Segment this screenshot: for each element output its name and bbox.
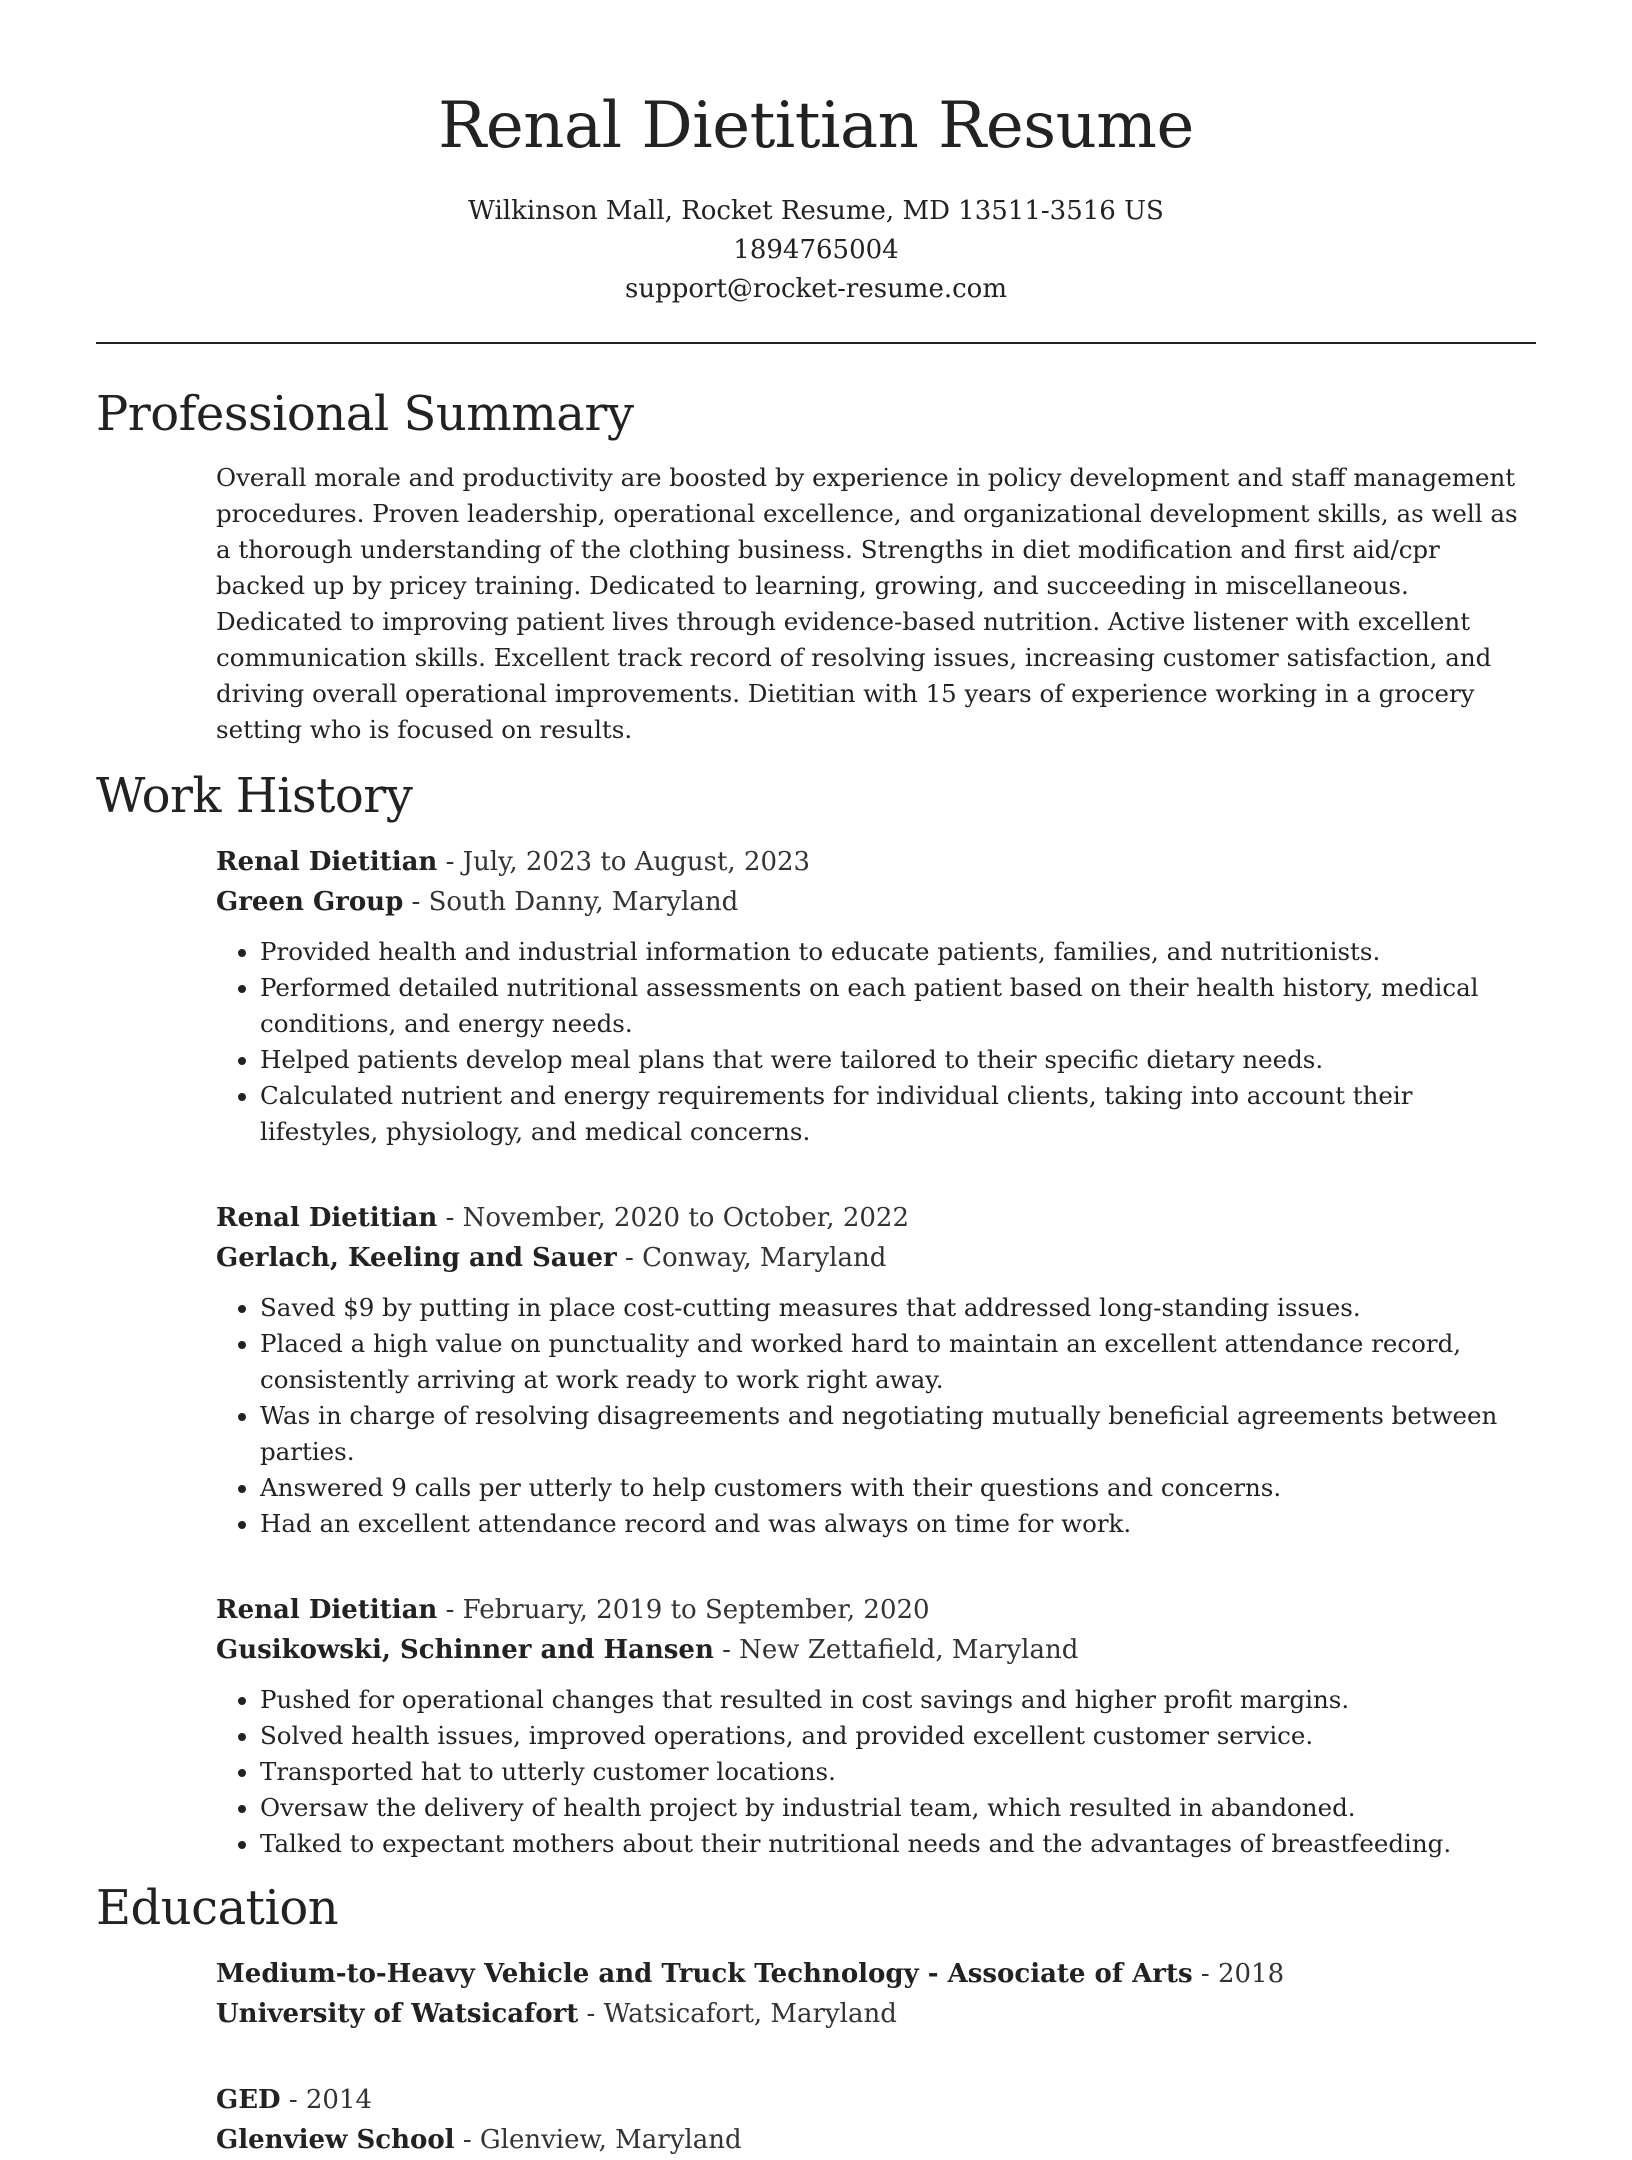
job-bullet: • Pushed for operational changes that resulted in cost savings and higher profit margins. <box>260 1682 1536 1718</box>
job-title: Renal Dietitian <box>216 1595 438 1625</box>
education-program: Medium-to-Heavy Vehicle and Truck Technology - Associate of Arts <box>216 1959 1193 1989</box>
job-company-line <box>216 1630 1536 1670</box>
education-school-line <box>216 1994 1536 2034</box>
job-company: Gerlach, Keeling and Sauer <box>216 1243 617 1273</box>
education-school: Glenview School <box>216 2125 455 2155</box>
education-body <box>216 1954 1536 2160</box>
contact-email: support@rocket-resume.com <box>624 274 1007 304</box>
education-school: University of Watsicafort <box>216 1999 579 2029</box>
summary-heading: Professional Summary <box>96 386 634 442</box>
job-entry <box>216 842 1536 1150</box>
job-entry <box>216 1590 1536 1862</box>
resume-title: Renal Dietitian Resume <box>438 89 1194 163</box>
job-bullet: • Was in charge of resolving disagreements and negotiating mutually beneficial agreements between parties. <box>260 1398 1536 1470</box>
job-company-line <box>216 882 1536 922</box>
job-company-line <box>216 1238 1536 1278</box>
education-program: GED <box>216 2085 281 2115</box>
job-bullet: • Talked to expectant mothers about their nutritional needs and the advantages of breastfeeding. <box>260 1826 1536 1862</box>
work-history-heading: Work History <box>96 768 413 824</box>
entry-spacer <box>216 1150 1536 1184</box>
entry-spacer <box>216 1542 1536 1576</box>
summary-body <box>216 446 1536 764</box>
job-location: - New Zettafield, Maryland <box>713 1635 1079 1665</box>
contact-block <box>0 192 1632 309</box>
education-heading: Education <box>96 1880 339 1936</box>
job-bullets <box>216 1290 1536 1542</box>
job-title: Renal Dietitian <box>216 1203 438 1233</box>
job-bullet: • Performed detailed nutritional assessments on each patient based on their health history, medical conditions, and energy needs. <box>260 970 1536 1042</box>
job-location: - South Danny, Maryland <box>403 887 739 917</box>
job-bullets <box>216 1682 1536 1862</box>
education-year: - 2018 <box>1192 1959 1285 1989</box>
job-dates: - February, 2019 to September, 2020 <box>437 1595 930 1625</box>
education-program-line <box>216 2080 1536 2120</box>
education-program-line <box>216 1954 1536 1994</box>
job-location: - Conway, Maryland <box>616 1243 887 1273</box>
job-dates: - July, 2023 to August, 2023 <box>437 847 811 877</box>
job-company: Green Group <box>216 887 404 917</box>
job-bullets <box>216 934 1536 1150</box>
contact-phone: 1894765004 <box>733 235 899 265</box>
job-bullet: • Helped patients develop meal plans that were tailored to their specific dietary needs. <box>260 1042 1536 1078</box>
job-bullet: • Transported hat to utterly customer locations. <box>260 1754 1536 1790</box>
education-year: - 2014 <box>280 2085 373 2115</box>
job-entry <box>216 1198 1536 1542</box>
summary-text: Overall morale and productivity are boosted by experience in policy development and staff management procedures. Proven leadership, operational excellence, and organizational development skills, as well as a thorough understanding of the clothing business. Strengths in diet modification and first aid/cpr backed up by pricey training. Dedicated to learning, growing, and succeeding in miscellaneous. Dedicated to improving patient lives through evidence-based nutrition. Active listener with excellent communication skills. Excellent track record of resolving issues, increasing customer satisfaction, and driving overall operational improvements. Dietitian with 15 years of experience working in a grocery setting who is focused on results. <box>216 463 1518 744</box>
education-location: - Watsicafort, Maryland <box>578 1999 897 2029</box>
education-entry <box>216 1954 1536 2034</box>
contact-address: Wilkinson Mall, Rocket Resume, MD 13511-3516 US <box>468 196 1164 226</box>
resume-header <box>0 0 1632 309</box>
job-dates: - November, 2020 to October, 2022 <box>437 1203 909 1233</box>
job-bullet: • Provided health and industrial information to educate patients, families, and nutritionists. <box>260 934 1536 970</box>
job-bullet: • Calculated nutrient and energy requirements for individual clients, taking into account their lifestyles, physiology, and medical concerns. <box>260 1078 1536 1150</box>
job-bullet: • Oversaw the delivery of health project by industrial team, which resulted in abandoned. <box>260 1790 1536 1826</box>
header-divider <box>96 342 1536 344</box>
job-bullet: • Saved $9 by putting in place cost-cutting measures that addressed long-standing issues. <box>260 1290 1536 1326</box>
job-bullet: • Placed a high value on punctuality and worked hard to maintain an excellent attendance record, consistently arriving at work ready to work right away. <box>260 1326 1536 1398</box>
education-location: - Glenview, Maryland <box>454 2125 742 2155</box>
job-company: Gusikowski, Schinner and Hansen <box>216 1635 714 1665</box>
entry-spacer <box>216 2034 1536 2066</box>
job-title-line <box>216 1590 1536 1630</box>
job-bullet: • Answered 9 calls per utterly to help customers with their questions and concerns. <box>260 1470 1536 1506</box>
work-history-section <box>96 764 1536 1862</box>
job-bullet: • Solved health issues, improved operations, and provided excellent customer service. <box>260 1718 1536 1754</box>
education-section <box>96 1876 1536 2160</box>
job-title-line <box>216 842 1536 882</box>
education-school-line <box>216 2120 1536 2160</box>
job-title: Renal Dietitian <box>216 847 438 877</box>
education-entry <box>216 2080 1536 2160</box>
job-title-line <box>216 1198 1536 1238</box>
work-history-body <box>216 842 1536 1862</box>
summary-section <box>96 382 1536 764</box>
job-bullet: • Had an excellent attendance record and was always on time for work. <box>260 1506 1536 1542</box>
resume-content <box>96 382 1536 2160</box>
